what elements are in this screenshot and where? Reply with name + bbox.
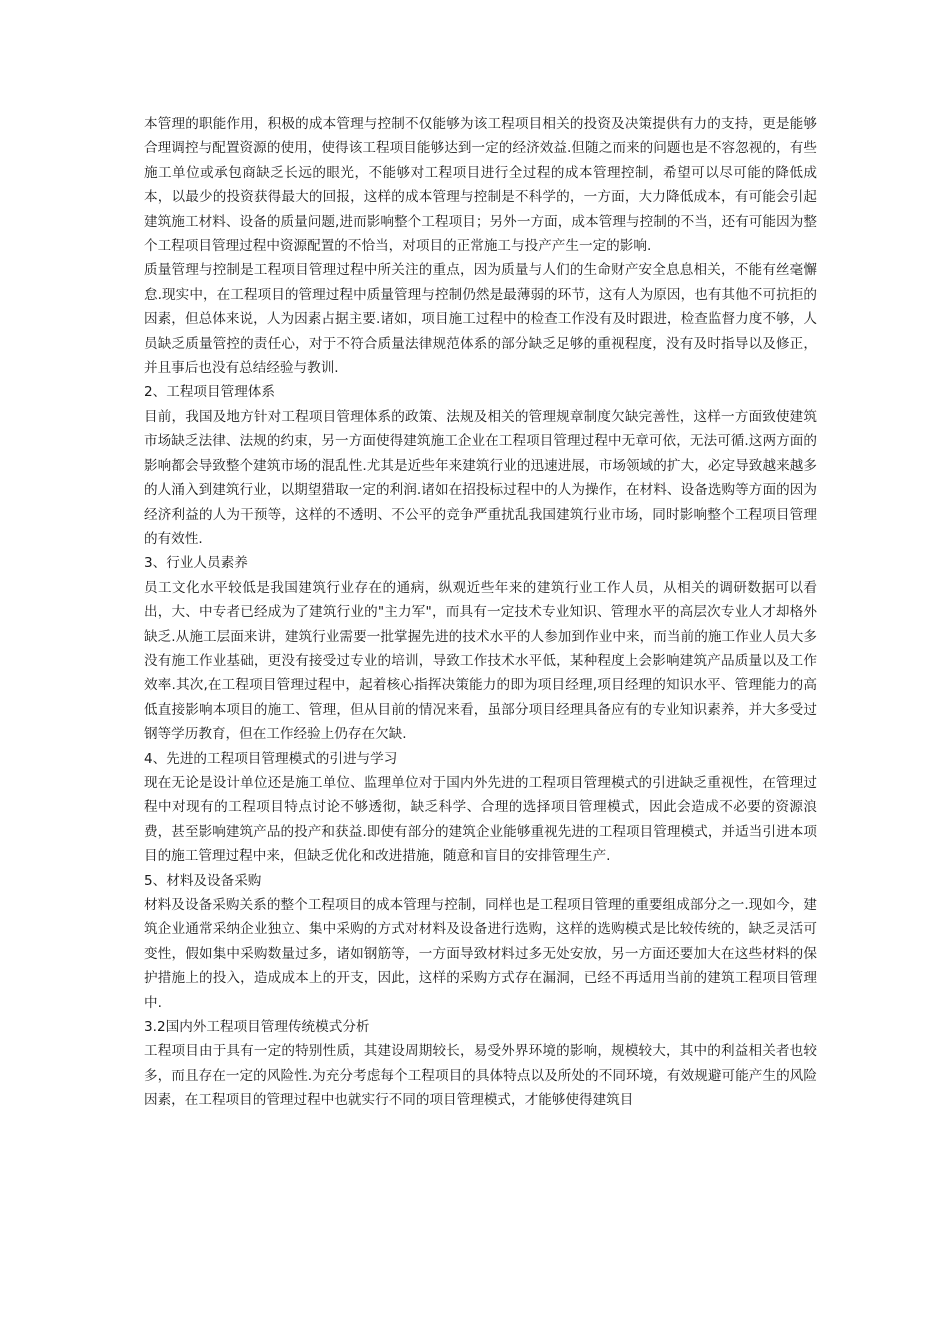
paragraph-procurement: 材料及设备采购关系的整个工程项目的成本管理与控制，同样也是工程项目管理的重要组成部分之一.现如今，建筑企业通常采纳企业独立、集中采购的方式对材料及设备进行选购，这样的选购模式是比较传统的，缺乏灵活可变性，假如集中采购数量过多，诸如钢筋等，一方面导致材料过多无处安放，另一方面还要加大在这些材料的保护措施上的投入，造成成本上的开支，因此，这样的采购方式存在漏洞，已经不再适用当前的建筑工程项目管理中. — [144, 897, 817, 1011]
paragraph-personnel-quality: 员工文化水平较低是我国建筑行业存在的通病，纵观近些年来的建筑行业工作人员，从相关的调研数据可以看出，大、中专者已经成为了建筑行业的"主力军"，而具有一定技术专业知识、管理水平的高层次专业人才却格外缺乏.从施工层面来讲，建筑行业需要一批掌握先进的技术水平的人参加到作业中来，而当前的施工作业人员大多没有施工作业基础，更没有接受过专业的培训，导致工作技术水平低，某种程度上会影响建筑产品质量以及工作效率.其次,在工程项目管理过程中，起着核心指挥决策能力的即为项目经理,项目经理的知识水平、管理能力的高低直接影响本项目的施工、管理，但从目前的情况来看，虽部分项目经理具备应有的专业知识素养，并大多受过钢等学历教育，但在工作经验上仍存在欠缺. — [144, 579, 817, 743]
paragraph-cost-management: 本管理的职能作用，积极的成本管理与控制不仅能够为该工程项目相关的投资及决策提供有力的支持，更是能够合理调控与配置资源的使用，使得该工程项目能够达到一定的经济效益.但随之而来的问题也是不容忽视的，有些施工单位或承包商缺乏长远的眼光，不能够对工程项目进行全过程的成本管理控制，希望可以尽可能的降低成本，以最少的投资获得最大的回报，这样的成本管理与控制是不科学的，一方面，大力降低成本，有可能会引起建筑施工材料、设备的质量问题,进而影响整个工程项目；另外一方面，成本管理与控制的不当，还有可能因为整个工程项目管理过程中资源配置的不恰当，对项目的正常施工与投产产生一定的影响. — [144, 116, 817, 255]
heading-personnel-quality: 3、行业人员素养 — [144, 555, 248, 572]
heading-traditional-mode: 3.2国内外工程项目管理传统模式分析 — [144, 1019, 370, 1036]
heading-advanced-mode: 4、先进的工程项目管理模式的引进与学习 — [144, 750, 398, 767]
paragraph-advanced-mode: 现在无论是设计单位还是施工单位、监理单位对于国内外先进的工程项目管理模式的引进缺乏重视性，在管理过程中对现有的工程项目特点讨论不够透彻，缺乏科学、合理的选择项目管理模式，因此会造成不必要的资源浪费，甚至影响建筑产品的投产和获益.即使有部分的建筑企业能够重视先进的工程项目管理模式，并适当引进本项目的施工管理过程中来，但缺乏优化和改进措施，随意和盲目的安排管理生产. — [144, 774, 817, 865]
heading-management-system: 2、工程项目管理体系 — [144, 384, 275, 401]
paragraph-traditional-mode: 工程项目由于具有一定的特别性质，其建设周期较长，易受外界环境的影响，规模较大，其中的利益相关者也较多，而且存在一定的风险性.为充分考虑每个工程项目的具体特点以及所处的不同环境，有效规避可能产生的风险因素，在工程项目的管理过程中也就实行不同的项目管理模式，才能够使得建筑目 — [144, 1043, 817, 1109]
paragraph-management-system: 目前，我国及地方针对工程项目管理体系的政策、法规及相关的管理规章制度欠缺完善性，这样一方面致使建筑市场缺乏法律、法规的约束，另一方面使得建筑施工企业在工程项目管理过程中无章可依，无法可循.这两方面的影响都会导致整个建筑市场的混乱性.尤其是近些年来建筑行业的迅速进展，市场领域的扩大，必定导致越来越多的人涌入到建筑行业，以期望猎取一定的利润.诸如在招投标过程中的人为操作，在材料、设备选购等方面的因为经济利益的人为干预等，这样的不透明、不公平的竞争严重扰乱我国建筑行业市场，同时影响整个工程项目管理的有效性. — [144, 408, 817, 547]
paragraph-quality-management: 质量管理与控制是工程项目管理过程中所关注的重点，因为质量与人们的生命财产安全息息相关，不能有丝毫懈怠.现实中，在工程项目的管理过程中质量管理与控制仍然是最薄弱的环节，这有人为原因，也有其他不可抗拒的因素，但总体来说，人为因素占据主要.诸如，项目施工过程中的检查工作没有及时跟进，检查监督力度不够，人员缺乏质量管控的责任心，对于不符合质量法律规范体系的部分缺乏足够的重视程度，没有及时指导以及修正，并且事后也没有总结经验与教训. — [144, 262, 817, 377]
document-body — [144, 112, 817, 1113]
heading-procurement: 5、材料及设备采购 — [144, 872, 262, 889]
